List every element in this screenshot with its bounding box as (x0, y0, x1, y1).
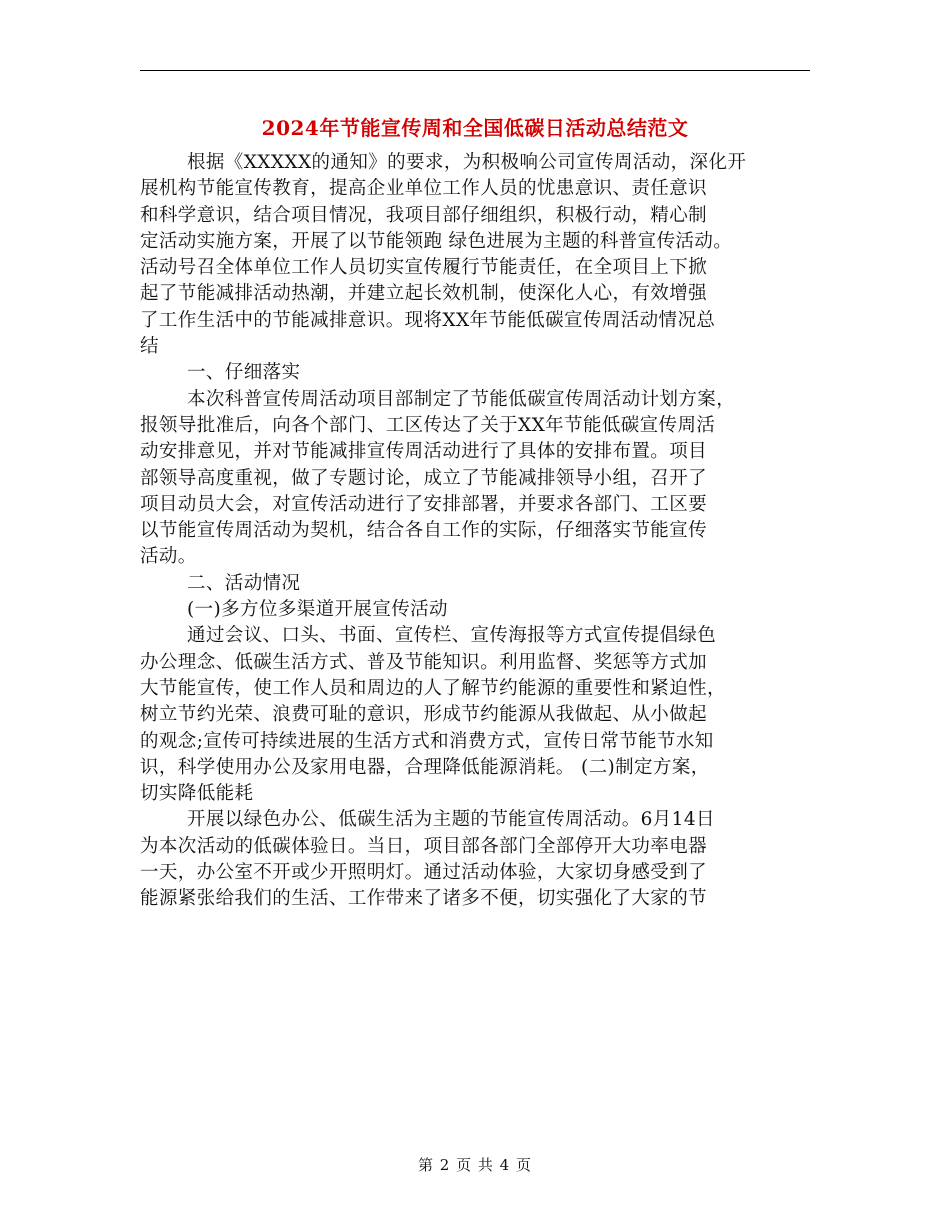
body-line: 办公理念、低碳生活方式、普及节能知识。利用监督、奖惩等方式加 (140, 651, 708, 673)
body-line: 项目动员大会，对宣传活动进行了安排部署，并要求各部门、工区要 (140, 493, 708, 515)
body-line: 为本次活动的低碳体验日。当日，项目部各部门全部停开大功率电器 (140, 835, 708, 857)
document-title: 2024年节能宣传周和全国低碳日活动总结范文 (261, 116, 689, 140)
body-line: 识，科学使用办公及家用电器，合理降低能源消耗。 (二)制定方案， (140, 756, 710, 778)
body-line: 切实降低能耗 (140, 783, 254, 805)
body-line: 一天，办公室不开或少开照明灯。通过活动体验，大家切身感受到了 (140, 862, 708, 884)
body-line: 以节能宣传周活动为契机，结合各自工作的实际，仔细落实节能宣传 (140, 520, 708, 542)
page-footer: 第 2 页 共 4 页 (418, 1156, 532, 1174)
document-body (140, 150, 810, 913)
body-line: 根据《XXXXX的通知》的要求，为积极响公司宣传周活动，深化开 (187, 152, 747, 173)
subsection-heading: (一)多方位多渠道开展宣传活动 (187, 599, 448, 621)
body-line: 活动号召全体单位工作人员切实宣传履行节能责任，在全项目上下掀 (140, 257, 708, 279)
body-line: 树立节约光荣、浪费可耻的意识，形成节约能源从我做起、从小做起 (140, 704, 708, 726)
body-line: 通过会议、口头、书面、宣传栏、宣传海报等方式宣传提倡绿色 (187, 625, 717, 647)
body-line: 结 (140, 336, 159, 358)
body-line: 起了节能减排活动热潮，并建立起长效机制，使深化人心，有效增强 (140, 283, 708, 305)
body-line: 动安排意见，并对节能减排宣传周活动进行了具体的安排布置。项目 (140, 441, 708, 463)
body-line: 本次科普宣传周活动项目部制定了节能低碳宣传周活动计划方案， (187, 388, 736, 410)
body-line: 报领导批准后，向各个部门、工区传达了关于XX年节能低碳宣传周活 (140, 414, 716, 436)
section-heading: 二、活动情况 (187, 572, 301, 594)
body-line: 能源紧张给我们的生活、工作带来了诸多不便，切实强化了大家的节 (140, 888, 708, 910)
header-rule (140, 70, 810, 71)
section-heading: 一、仔细落实 (187, 362, 301, 384)
body-line: 的观念;宣传可持续进展的生活方式和消费方式，宣传日常节能节水知 (140, 730, 714, 752)
body-line: 定活动实施方案，开展了以节能领跑 绿色进展为主题的科普宣传活动。 (140, 230, 733, 252)
body-line: 和科学意识，结合项目情况，我项目部仔细组织，积极行动，精心制 (140, 204, 708, 226)
body-line: 了工作生活中的节能减排意识。现将XX年节能低碳宣传周活动情况总 (140, 309, 716, 331)
body-line: 开展以绿色办公、低碳生活为主题的节能宣传周活动。6月14日 (187, 809, 715, 831)
body-line: 部领导高度重视，做了专题讨论，成立了节能减排领导小组，召开了 (140, 467, 708, 489)
body-line: 活动。 (140, 546, 197, 568)
body-line: 大节能宣传，使工作人员和周边的人了解节约能源的重要性和紧迫性， (140, 677, 726, 699)
body-line: 展机构节能宣传教育，提高企业单位工作人员的忧患意识、责任意识 (140, 178, 708, 200)
